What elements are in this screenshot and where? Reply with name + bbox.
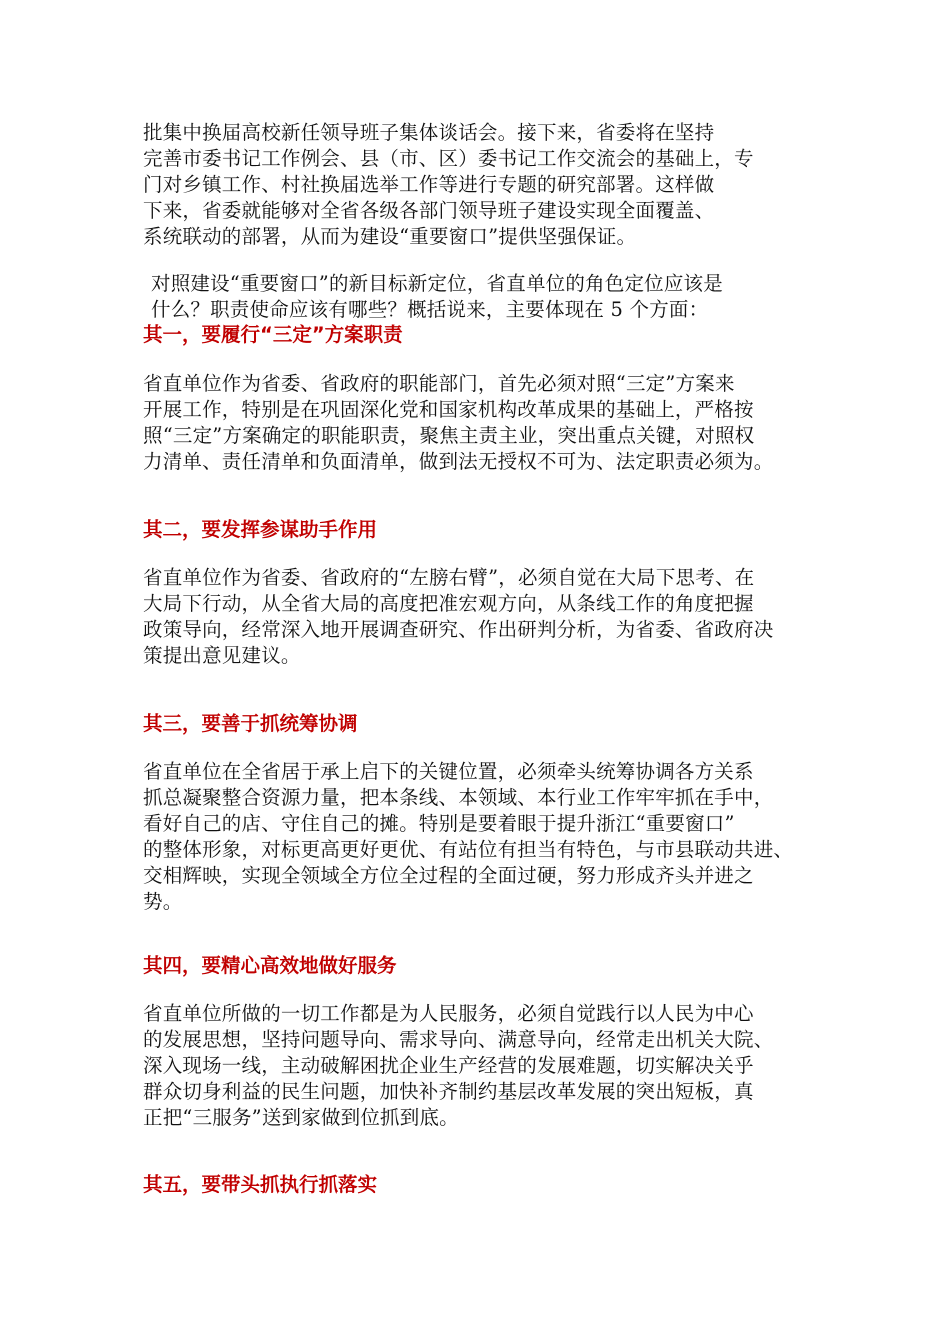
- text-line: 策提出意见建议。: [143, 644, 301, 667]
- text-line: 抓总凝聚整合资源力量，把本条线、本领域、本行业工作牢牢抓在手中，: [143, 786, 774, 809]
- text-line: 正把“三服务”送到家做到位抓到底。: [143, 1106, 459, 1129]
- section-body-1: [143, 371, 823, 475]
- text-line: 省直单位作为省委、省政府的职能部门，首先必须对照“三定”方案来: [143, 372, 735, 395]
- text-line: 看好自己的店、守住自己的摊。特别是要着眼于提升浙江“重要窗口”: [143, 812, 735, 835]
- text-line: 深入现场一线，主动破解困扰企业生产经营的发展难题，切实解决关乎: [143, 1054, 754, 1077]
- intro-paragraph-1: [143, 120, 823, 250]
- section-heading-1: 其一，要履行“三定”方案职责: [143, 323, 403, 346]
- section-heading-4: 其四，要精心高效地做好服务: [143, 954, 397, 977]
- text-line: 开展工作，特别是在巩固深化党和国家机构改革成果的基础上，严格按: [143, 398, 754, 421]
- section-heading-3: 其三，要善于抓统筹协调: [143, 712, 358, 735]
- text-line: 门对乡镇工作、村社换届选举工作等进行专题的研究部署。这样做: [143, 173, 715, 196]
- text-line: 大局下行动，从全省大局的高度把准宏观方向，从条线工作的角度把握: [143, 592, 754, 615]
- section-body-4: [143, 1001, 823, 1131]
- text-line: 省直单位所做的一切工作都是为人民服务，必须自觉践行以人民为中心: [143, 1002, 754, 1025]
- text-line: 的整体形象，对标更高更好更优、有站位有担当有特色，与市县联动共进、: [143, 838, 794, 861]
- section-body-2: [143, 565, 823, 669]
- text-line: 省直单位作为省委、省政府的“左膀右臂”，必须自觉在大局下思考、在: [143, 566, 755, 589]
- text-line: 势。: [143, 890, 183, 913]
- text-line: 力清单、责任清单和负面清单，做到法无授权不可为、法定职责必须为。: [143, 450, 774, 473]
- text-line: 照“三定”方案确定的职能职责，聚焦主责主业，突出重点关键，对照权: [143, 424, 755, 447]
- text-line: 什么？职责使命应该有哪些？概括说来，主要体现在 5 个方面：: [151, 298, 709, 321]
- section-body-3: [143, 759, 823, 915]
- text-line: 对照建设“重要窗口”的新目标新定位，省直单位的角色定位应该是: [151, 272, 723, 295]
- text-line: 批集中换届高校新任领导班子集体谈话会。接下来，省委将在坚持: [143, 121, 715, 144]
- text-line: 省直单位在全省居于承上启下的关键位置，必须牵头统筹协调各方关系: [143, 760, 754, 783]
- text-line: 完善市委书记工作例会、县（市、区）委书记工作交流会的基础上，专: [143, 147, 754, 170]
- text-line: 系统联动的部署，从而为建设“重要窗口”提供坚强保证。: [143, 225, 637, 248]
- text-line: 政策导向，经常深入地开展调查研究、作出研判分析，为省委、省政府决: [143, 618, 774, 641]
- intro-paragraph-2: [151, 271, 831, 323]
- section-heading-5: 其五，要带头抓执行抓落实: [143, 1173, 378, 1196]
- text-line: 群众切身利益的民生问题，加快补齐制约基层改革发展的突出短板，真: [143, 1080, 754, 1103]
- text-line: 的发展思想，坚持问题导向、需求导向、满意导向，经常走出机关大院、: [143, 1028, 774, 1051]
- section-heading-2: 其二，要发挥参谋助手作用: [143, 518, 378, 541]
- text-line: 下来，省委就能够对全省各级各部门领导班子建设实现全面覆盖、: [143, 199, 715, 222]
- text-line: 交相辉映，实现全领域全方位全过程的全面过硬，努力形成齐头并进之: [143, 864, 754, 887]
